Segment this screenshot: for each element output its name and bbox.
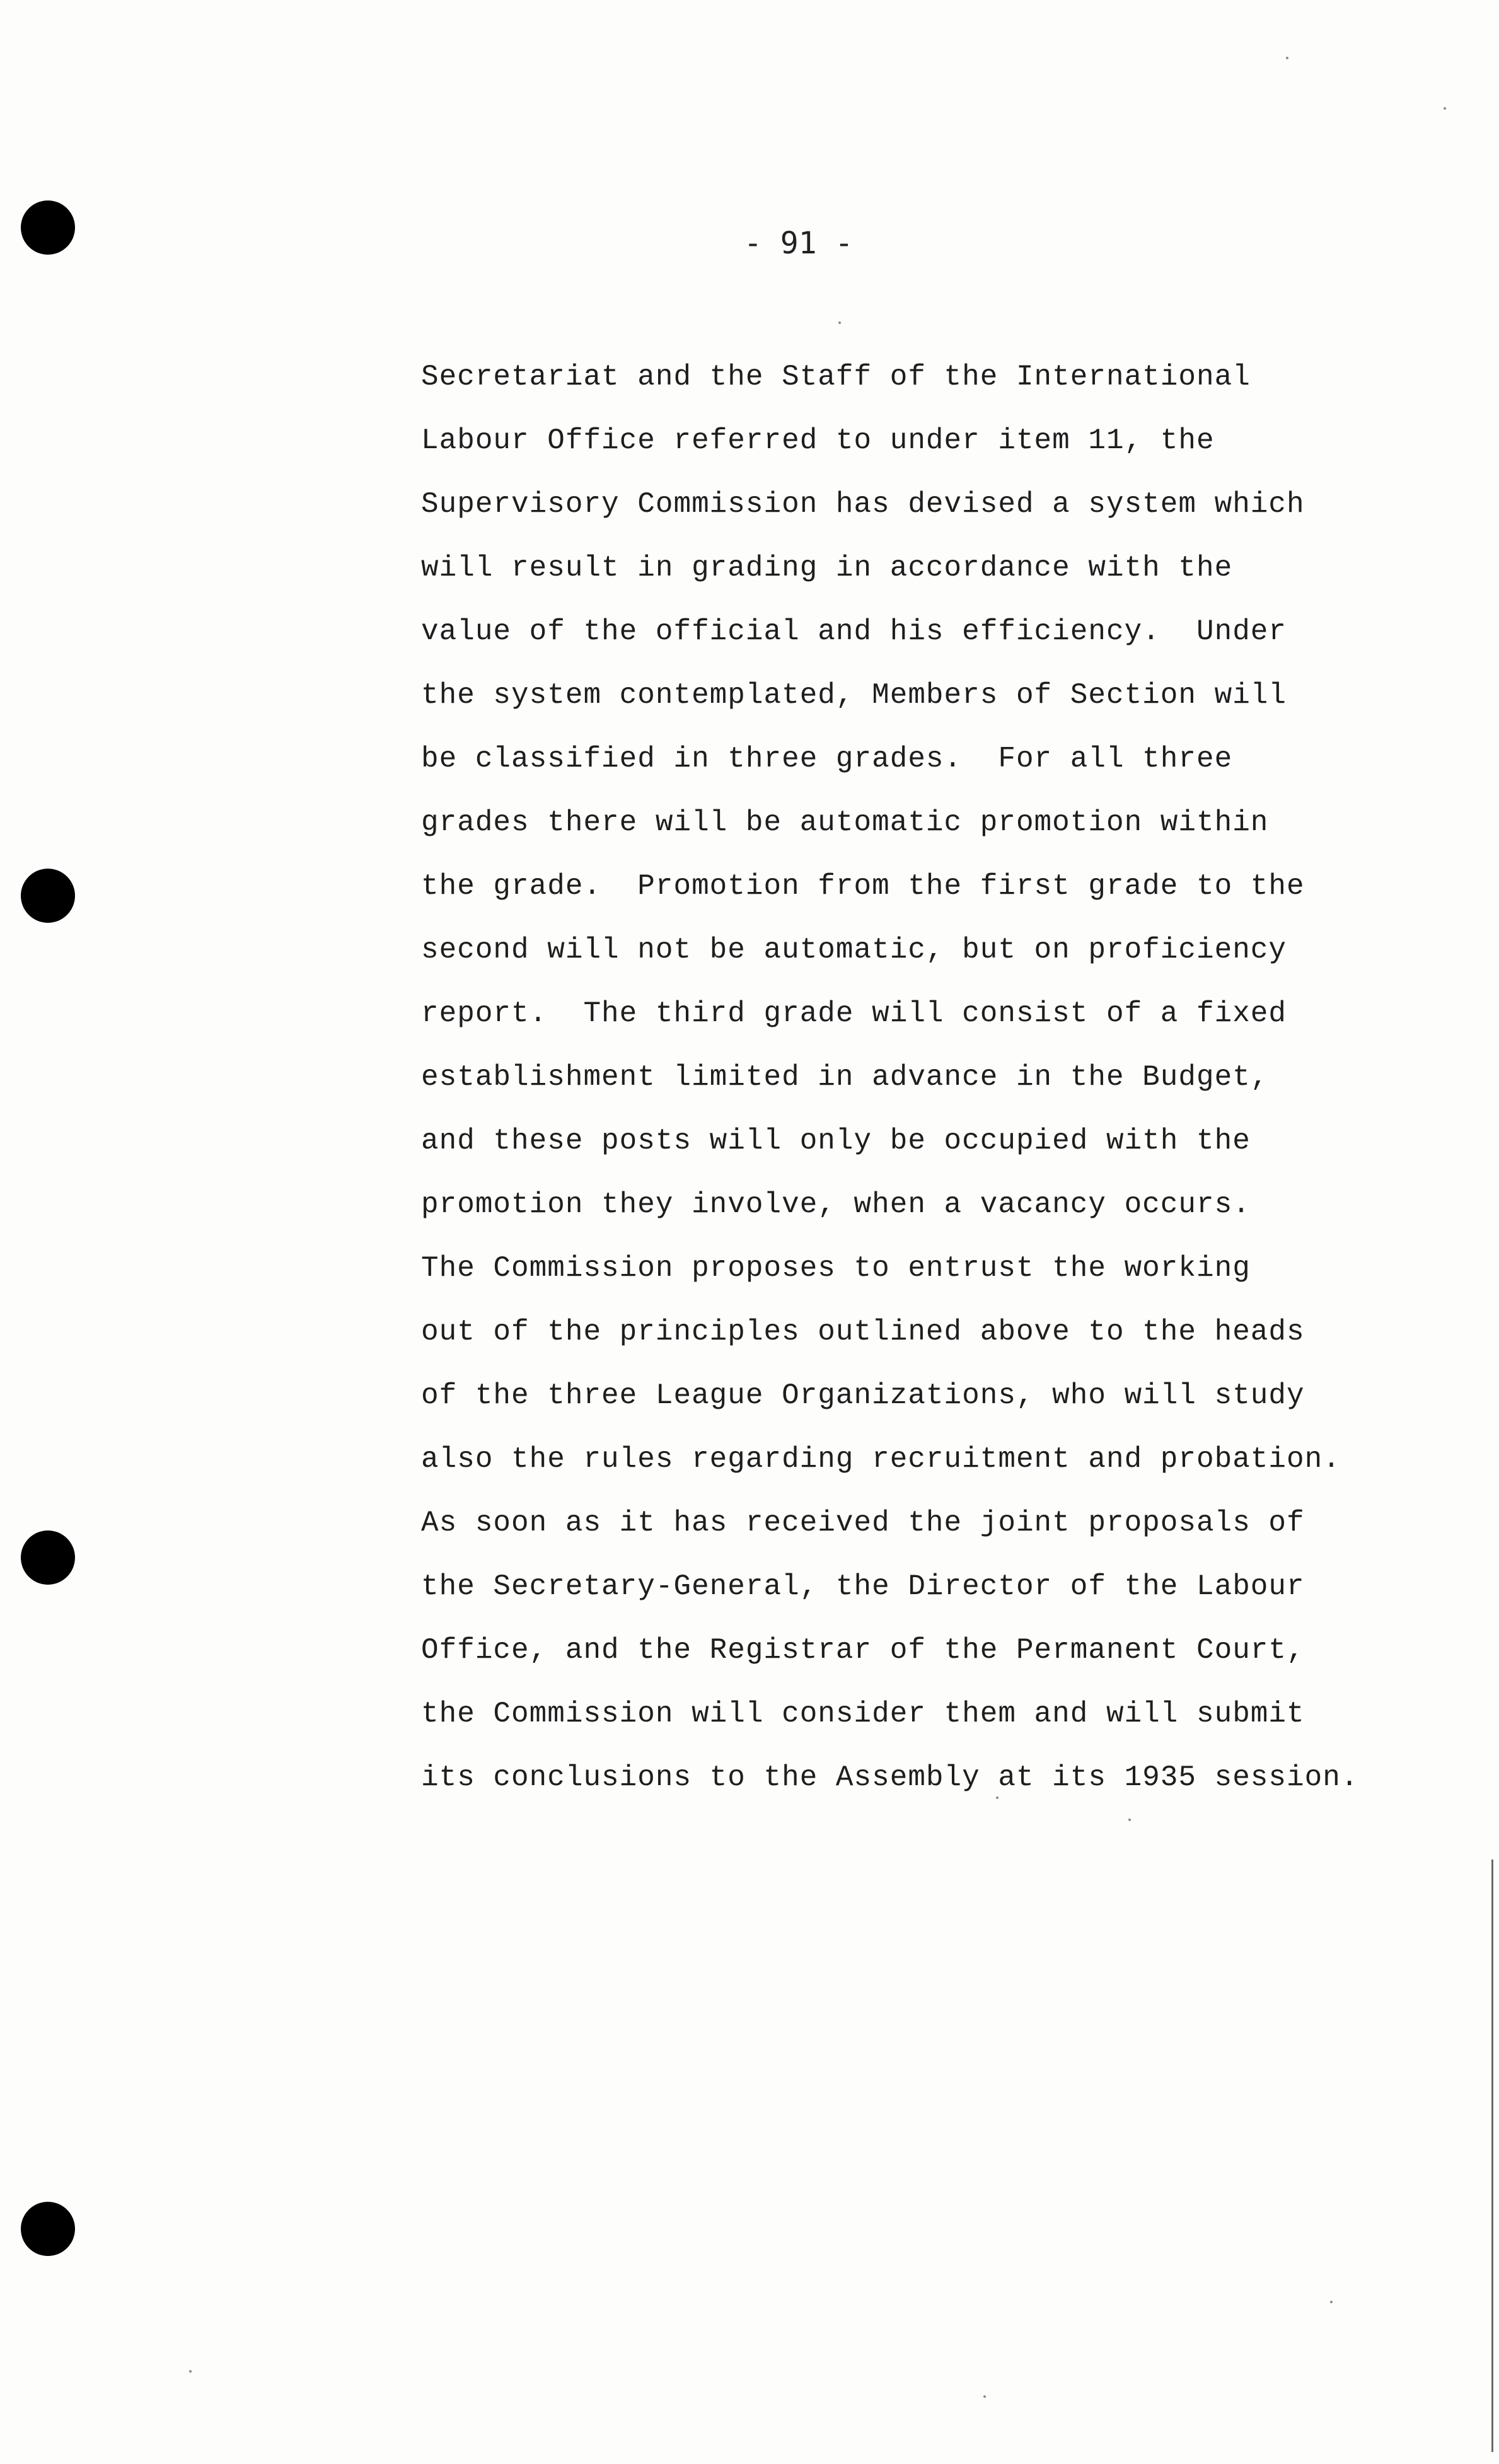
punch-hole: [21, 200, 75, 255]
scan-speck: [1330, 2301, 1333, 2303]
punch-hole: [21, 869, 75, 923]
scan-edge-line: [1491, 1860, 1493, 2452]
text-line: the Secretary-General, the Director of the Labour: [421, 1570, 1305, 1603]
text-line: establishment limited in advance in the Budget,: [421, 1061, 1269, 1094]
text-line: its conclusions to the Assembly at its 1935 session.: [421, 1761, 1359, 1794]
text-line: report. The third grade will consist of a fixed: [421, 997, 1287, 1030]
scan-speck: [1286, 57, 1288, 59]
text-line: Labour Office referred to under item 11, the: [421, 424, 1215, 457]
body-text: [421, 345, 1404, 1810]
text-line: As soon as it has received the joint proposals of: [421, 1507, 1305, 1539]
scan-speck: [1128, 1819, 1131, 1821]
scan-speck: [1444, 107, 1446, 110]
text-line: Office, and the Registrar of the Permanent Court,: [421, 1634, 1305, 1667]
punch-hole: [21, 2202, 75, 2256]
text-line: out of the principles outlined above to the heads: [421, 1316, 1305, 1348]
text-line: will result in grading in accordance with the: [421, 552, 1233, 584]
text-line: second will not be automatic, but on proficiency: [421, 934, 1287, 966]
text-line: the Commission will consider them and will submit: [421, 1698, 1305, 1730]
text-line: The Commission proposes to entrust the working: [421, 1252, 1251, 1285]
scan-speck: [838, 321, 841, 324]
punch-hole: [21, 1530, 75, 1585]
text-line: be classified in three grades. For all three: [421, 743, 1233, 775]
text-line: the grade. Promotion from the first grade to the: [421, 870, 1305, 903]
text-line: the system contemplated, Members of Section will: [421, 679, 1287, 712]
text-line: Secretariat and the Staff of the International: [421, 361, 1251, 393]
text-line: and these posts will only be occupied with the: [421, 1125, 1251, 1157]
text-line: grades there will be automatic promotion within: [421, 806, 1269, 839]
scan-speck: [996, 1796, 998, 1799]
scan-speck: [189, 2370, 192, 2373]
text-line: value of the official and his efficiency. Under: [421, 615, 1287, 648]
scan-speck: [983, 2395, 986, 2398]
page-number: - 91 -: [744, 226, 854, 261]
text-line: Supervisory Commission has devised a system which: [421, 488, 1305, 521]
text-line: promotion they involve, when a vacancy occurs.: [421, 1188, 1251, 1221]
text-line: also the rules regarding recruitment and probation.: [421, 1443, 1341, 1476]
text-line: of the three League Organizations, who will study: [421, 1379, 1305, 1412]
